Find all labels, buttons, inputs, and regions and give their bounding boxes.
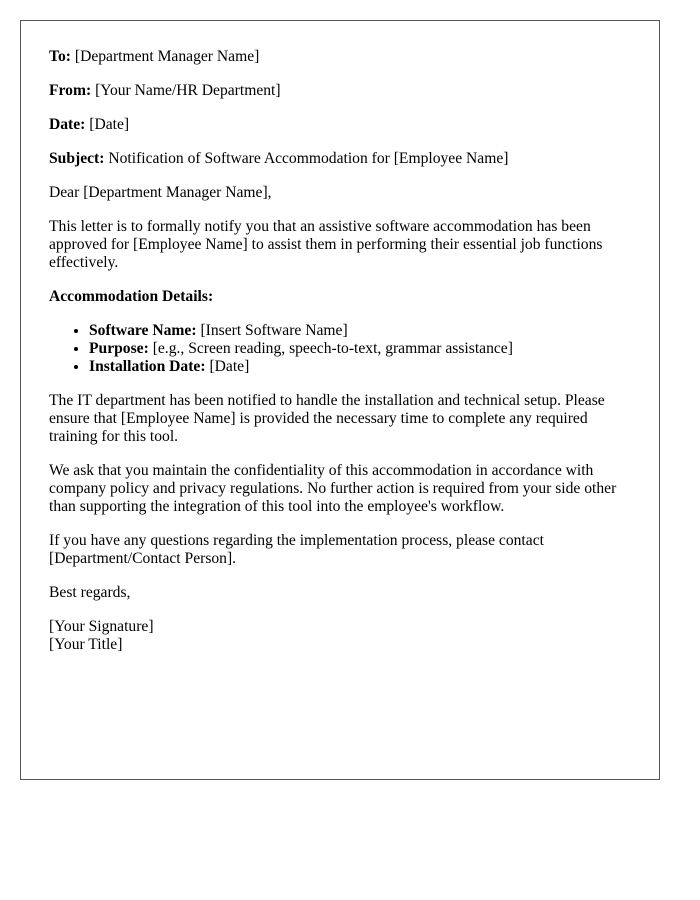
questions-line-1: If you have any questions regarding the implementation process, please contact bbox=[49, 532, 544, 549]
from-label: From: bbox=[49, 82, 92, 99]
details-heading: Accommodation Details: bbox=[49, 288, 214, 305]
subject-label: Subject: bbox=[49, 150, 105, 167]
signature: [Your Signature] bbox=[49, 618, 154, 635]
list-item bbox=[89, 322, 631, 340]
purpose-label: Purpose: bbox=[89, 340, 149, 357]
from-line bbox=[49, 82, 631, 100]
it-paragraph: The IT department has been notified to handle the installation and technical setup. Please ensure that [Employee Name] is provided the necessary time to complete any required training for this tool. bbox=[49, 392, 605, 445]
confidentiality-paragraph: We ask that you maintain the confidentiality of this accommodation in accordance with company policy and privacy regulations. No further action is required from your side other than supporting the integration of this tool into the employee's workflow. bbox=[49, 462, 617, 515]
date-value: [Date] bbox=[89, 116, 130, 133]
software-name-label: Software Name: bbox=[89, 322, 197, 339]
letter-page bbox=[20, 20, 660, 780]
subject-value: Notification of Software Accommodation for [Employee Name] bbox=[108, 150, 509, 167]
intro-paragraph: This letter is to formally notify you that an assistive software accommodation has been approved for [Employee Name] to assist them in performing their essential job functions effectively. bbox=[49, 218, 603, 271]
salutation: Dear [Department Manager Name], bbox=[49, 184, 272, 201]
list-item bbox=[89, 358, 631, 376]
signer-title: [Your Title] bbox=[49, 636, 123, 653]
subject-line bbox=[49, 150, 631, 168]
from-value: [Your Name/HR Department] bbox=[95, 82, 281, 99]
to-value: [Department Manager Name] bbox=[74, 48, 260, 65]
questions-paragraph bbox=[49, 532, 631, 568]
date-label: Date: bbox=[49, 116, 86, 133]
date-line bbox=[49, 116, 631, 134]
purpose-value: [e.g., Screen reading, speech-to-text, grammar assistance] bbox=[152, 340, 513, 357]
installation-date-value: [Date] bbox=[209, 358, 250, 375]
sign-off: Best regards, bbox=[49, 584, 131, 601]
software-name-value: [Insert Software Name] bbox=[200, 322, 348, 339]
details-list bbox=[49, 322, 631, 376]
list-item bbox=[89, 340, 631, 358]
to-line bbox=[49, 48, 631, 66]
to-label: To: bbox=[49, 48, 71, 65]
questions-line-2: [Department/Contact Person]. bbox=[49, 550, 237, 567]
signature-block bbox=[49, 618, 631, 654]
installation-date-label: Installation Date: bbox=[89, 358, 206, 375]
